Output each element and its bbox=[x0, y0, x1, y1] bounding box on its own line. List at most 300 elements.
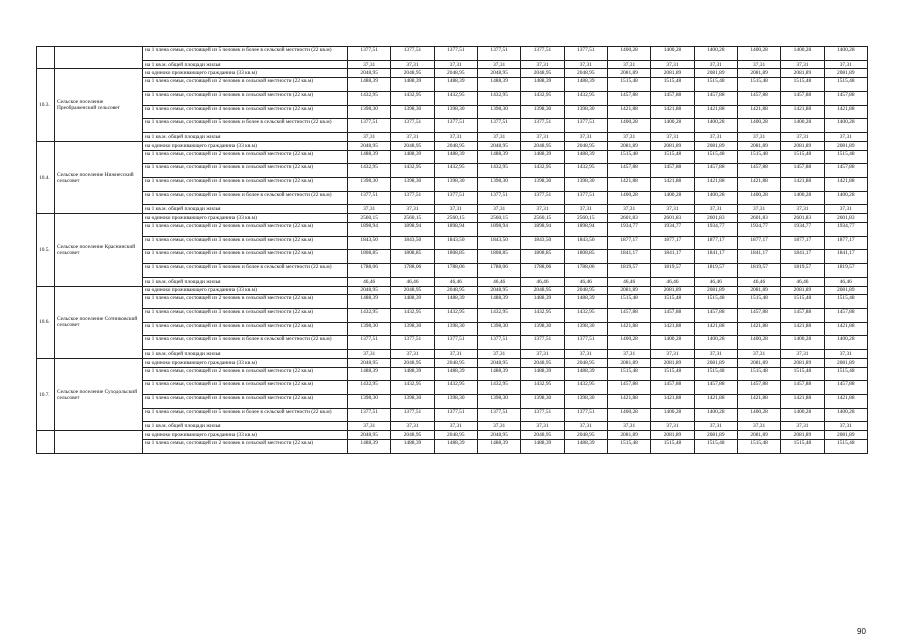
value-cell: 1515,48 bbox=[694, 78, 737, 92]
value-cell: 1808,85 bbox=[348, 250, 391, 264]
value-cell: 1934,77 bbox=[651, 222, 694, 236]
value-cell: 1515,48 bbox=[607, 150, 650, 164]
value-cell: 1398,30 bbox=[521, 178, 564, 192]
row-label: на 1 члена семьи, состоящей из 5 человек и более в сельской местности (22 кв.м) bbox=[143, 336, 348, 350]
value-cell: 1432,95 bbox=[477, 91, 520, 105]
value-cell: 1421,88 bbox=[781, 178, 824, 192]
value-cell: 37,31 bbox=[521, 350, 564, 359]
value-cell: 1515,48 bbox=[824, 440, 867, 454]
value-cell: 37,31 bbox=[348, 133, 391, 142]
value-cell: 37,31 bbox=[564, 422, 607, 431]
value-cell: 37,31 bbox=[824, 60, 867, 69]
value-cell: 46,46 bbox=[781, 277, 824, 286]
row-label: на 1 члена семьи, состоящей из 4 человек в сельской местности (22 кв.м) bbox=[143, 178, 348, 192]
value-cell: 1515,48 bbox=[781, 78, 824, 92]
value-cell: 2081,89 bbox=[607, 286, 650, 295]
value-cell: 1515,48 bbox=[824, 78, 867, 92]
value-cell: 1877,17 bbox=[607, 236, 650, 250]
settlement-name bbox=[55, 431, 143, 453]
value-cell: 37,31 bbox=[781, 422, 824, 431]
value-cell: 1788,06 bbox=[521, 264, 564, 278]
value-cell: 2048,95 bbox=[434, 286, 477, 295]
value-cell: 2048,95 bbox=[521, 69, 564, 78]
value-cell: 1457,88 bbox=[651, 164, 694, 178]
value-cell: 1377,51 bbox=[564, 47, 607, 61]
value-cell: 1432,95 bbox=[348, 381, 391, 395]
value-cell: 2081,89 bbox=[737, 286, 780, 295]
value-cell: 37,31 bbox=[391, 205, 434, 214]
value-cell: 1432,95 bbox=[521, 91, 564, 105]
value-cell: 1421,88 bbox=[694, 395, 737, 409]
value-cell: 1398,30 bbox=[391, 395, 434, 409]
value-cell: 1377,51 bbox=[521, 336, 564, 350]
value-cell: 1421,88 bbox=[651, 105, 694, 119]
row-label: на 1 члена семьи, состоящей из 4 человек в сельской местности (22 кв.м) bbox=[143, 395, 348, 409]
value-cell: 1432,95 bbox=[434, 164, 477, 178]
value-cell: 1400,28 bbox=[824, 47, 867, 61]
value-cell: 1488,39 bbox=[564, 367, 607, 381]
row-label: на 1 кв.м. общей площади жилья bbox=[143, 60, 348, 69]
value-cell: 1843,50 bbox=[348, 236, 391, 250]
value-cell: 1457,88 bbox=[694, 381, 737, 395]
value-cell: 1398,30 bbox=[391, 322, 434, 336]
value-cell: 1488,39 bbox=[477, 78, 520, 92]
value-cell: 1457,88 bbox=[607, 381, 650, 395]
value-cell: 1457,88 bbox=[824, 164, 867, 178]
value-cell: 2048,95 bbox=[564, 141, 607, 150]
value-cell: 37,31 bbox=[824, 350, 867, 359]
value-cell: 1488,39 bbox=[391, 78, 434, 92]
row-label: на 1 члена семьи, состоящей из 2 человек в сельской местности (22 кв.м) bbox=[143, 295, 348, 309]
settlement-name: Сельское поселение Преображенский сельсовет bbox=[55, 69, 143, 141]
value-cell: 1377,51 bbox=[477, 119, 520, 133]
value-cell: 1898,94 bbox=[391, 222, 434, 236]
value-cell: 1934,77 bbox=[781, 222, 824, 236]
value-cell: 1432,95 bbox=[477, 164, 520, 178]
value-cell: 1515,48 bbox=[607, 440, 650, 454]
row-label: на 1 кв.м. общей площади жилья bbox=[143, 350, 348, 359]
value-cell: 1377,51 bbox=[477, 191, 520, 205]
row-label: на одиноко проживающего гражданина (33 кв.м) bbox=[143, 431, 348, 440]
value-cell: 2560,15 bbox=[434, 214, 477, 223]
value-cell: 1488,39 bbox=[477, 367, 520, 381]
value-cell: 1421,88 bbox=[651, 178, 694, 192]
value-cell: 1934,77 bbox=[607, 222, 650, 236]
value-cell: 1400,28 bbox=[694, 119, 737, 133]
value-cell: 37,31 bbox=[781, 350, 824, 359]
value-cell: 2081,89 bbox=[737, 358, 780, 367]
value-cell: 2081,89 bbox=[824, 431, 867, 440]
table-row bbox=[37, 133, 868, 142]
group-number bbox=[37, 47, 55, 69]
value-cell: 2048,95 bbox=[348, 358, 391, 367]
table-row bbox=[37, 164, 868, 178]
value-cell: 1788,06 bbox=[391, 264, 434, 278]
value-cell: 37,31 bbox=[391, 60, 434, 69]
value-cell: 1819,57 bbox=[607, 264, 650, 278]
value-cell: 1877,17 bbox=[694, 236, 737, 250]
row-label: на одиноко проживающего гражданина (33 кв.м) bbox=[143, 358, 348, 367]
value-cell: 37,31 bbox=[348, 205, 391, 214]
value-cell: 46,46 bbox=[391, 277, 434, 286]
value-cell: 46,46 bbox=[434, 277, 477, 286]
settlement-name: Сельское поселение Нижнесский сельсовет bbox=[55, 141, 143, 213]
value-cell: 1400,28 bbox=[781, 336, 824, 350]
value-cell: 2560,15 bbox=[564, 214, 607, 223]
value-cell: 1377,51 bbox=[521, 119, 564, 133]
value-cell: 37,31 bbox=[477, 133, 520, 142]
value-cell: 1843,50 bbox=[434, 236, 477, 250]
table-row bbox=[37, 236, 868, 250]
value-cell: 1377,51 bbox=[391, 119, 434, 133]
value-cell: 2048,95 bbox=[564, 69, 607, 78]
value-cell: 1488,39 bbox=[564, 78, 607, 92]
value-cell: 1377,51 bbox=[348, 47, 391, 61]
table-row bbox=[37, 141, 868, 150]
value-cell: 1515,48 bbox=[781, 150, 824, 164]
value-cell: 2048,95 bbox=[477, 431, 520, 440]
value-cell: 37,31 bbox=[348, 350, 391, 359]
value-cell: 2601,83 bbox=[737, 214, 780, 223]
value-cell: 1457,88 bbox=[781, 91, 824, 105]
value-cell: 1398,30 bbox=[477, 322, 520, 336]
value-cell: 37,31 bbox=[521, 205, 564, 214]
value-cell: 1841,17 bbox=[737, 250, 780, 264]
value-cell: 1488,39 bbox=[434, 440, 477, 454]
value-cell: 2048,95 bbox=[391, 141, 434, 150]
value-cell: 1457,88 bbox=[694, 309, 737, 323]
value-cell: 37,31 bbox=[607, 205, 650, 214]
value-cell: 1432,95 bbox=[391, 164, 434, 178]
row-label: на 1 кв.м. общей площади жилья bbox=[143, 205, 348, 214]
value-cell: 1400,28 bbox=[651, 191, 694, 205]
value-cell: 1400,28 bbox=[737, 191, 780, 205]
value-cell: 1377,51 bbox=[564, 408, 607, 422]
group-number: 10.3. bbox=[37, 69, 55, 141]
value-cell: 1488,39 bbox=[434, 295, 477, 309]
value-cell: 1488,39 bbox=[391, 367, 434, 381]
value-cell: 1488,39 bbox=[521, 440, 564, 454]
value-cell: 2560,15 bbox=[391, 214, 434, 223]
value-cell: 1432,95 bbox=[521, 381, 564, 395]
row-label: на 1 кв.м. общей площади жилья bbox=[143, 422, 348, 431]
value-cell: 1398,30 bbox=[434, 395, 477, 409]
value-cell: 1432,95 bbox=[348, 309, 391, 323]
row-label: на 1 члена семьи, состоящей из 5 человек и более в сельской местности (22 кв.м) bbox=[143, 408, 348, 422]
value-cell: 1515,48 bbox=[824, 367, 867, 381]
value-cell: 2081,89 bbox=[781, 141, 824, 150]
table-row bbox=[37, 250, 868, 264]
value-cell: 2081,89 bbox=[607, 358, 650, 367]
value-cell: 2048,95 bbox=[521, 358, 564, 367]
table-row bbox=[37, 336, 868, 350]
value-cell: 2048,95 bbox=[348, 431, 391, 440]
value-cell: 1421,88 bbox=[607, 395, 650, 409]
value-cell: 1877,17 bbox=[651, 236, 694, 250]
value-cell: 1898,94 bbox=[348, 222, 391, 236]
value-cell: 1898,94 bbox=[521, 222, 564, 236]
value-cell: 1488,39 bbox=[348, 150, 391, 164]
value-cell: 1515,48 bbox=[694, 150, 737, 164]
value-cell: 1421,88 bbox=[824, 105, 867, 119]
value-cell: 37,31 bbox=[824, 133, 867, 142]
value-cell: 37,31 bbox=[781, 60, 824, 69]
value-cell: 1398,30 bbox=[521, 395, 564, 409]
value-cell: 1432,95 bbox=[434, 381, 477, 395]
table-row bbox=[37, 264, 868, 278]
value-cell: 1488,39 bbox=[434, 367, 477, 381]
value-cell: 2560,15 bbox=[348, 214, 391, 223]
value-cell: 1515,48 bbox=[607, 78, 650, 92]
value-cell: 1398,30 bbox=[434, 322, 477, 336]
value-cell: 37,31 bbox=[434, 422, 477, 431]
value-cell: 1377,51 bbox=[391, 408, 434, 422]
value-cell: 1432,95 bbox=[391, 309, 434, 323]
value-cell: 1488,39 bbox=[521, 295, 564, 309]
value-cell: 1488,39 bbox=[564, 440, 607, 454]
value-cell: 37,31 bbox=[564, 350, 607, 359]
value-cell: 1377,51 bbox=[477, 408, 520, 422]
value-cell: 2048,95 bbox=[434, 141, 477, 150]
value-cell: 1934,77 bbox=[737, 222, 780, 236]
value-cell: 1488,39 bbox=[348, 440, 391, 454]
group-number: 10.5. bbox=[37, 214, 55, 286]
value-cell: 1377,51 bbox=[521, 47, 564, 61]
value-cell: 1421,88 bbox=[737, 105, 780, 119]
value-cell: 1400,28 bbox=[824, 191, 867, 205]
value-cell: 2048,95 bbox=[434, 69, 477, 78]
value-cell: 1398,30 bbox=[564, 105, 607, 119]
value-cell: 2048,95 bbox=[348, 69, 391, 78]
row-label: на 1 члена семьи, состоящей из 5 человек и более в сельской местности (22 кв.м) bbox=[143, 191, 348, 205]
value-cell: 1488,39 bbox=[348, 78, 391, 92]
table-row bbox=[37, 60, 868, 69]
value-cell: 37,31 bbox=[434, 350, 477, 359]
tariff-table bbox=[36, 46, 868, 454]
value-cell: 1515,48 bbox=[651, 440, 694, 454]
page-number: 90 bbox=[857, 627, 866, 636]
value-cell: 37,31 bbox=[564, 60, 607, 69]
row-label: на одиноко проживающего гражданина (33 кв.м) bbox=[143, 214, 348, 223]
row-label: на одиноко проживающего гражданина (33 кв.м) bbox=[143, 286, 348, 295]
value-cell: 1808,85 bbox=[477, 250, 520, 264]
value-cell: 1398,30 bbox=[348, 322, 391, 336]
value-cell: 1432,95 bbox=[477, 381, 520, 395]
value-cell: 1432,95 bbox=[564, 91, 607, 105]
value-cell: 1515,48 bbox=[824, 295, 867, 309]
value-cell: 37,31 bbox=[434, 133, 477, 142]
value-cell: 1877,17 bbox=[781, 236, 824, 250]
table-row bbox=[37, 350, 868, 359]
value-cell: 1488,39 bbox=[391, 295, 434, 309]
value-cell: 2081,89 bbox=[781, 431, 824, 440]
table-row bbox=[37, 47, 868, 61]
value-cell: 37,31 bbox=[694, 60, 737, 69]
value-cell: 1400,28 bbox=[651, 408, 694, 422]
value-cell: 1398,30 bbox=[391, 178, 434, 192]
value-cell: 2560,15 bbox=[521, 214, 564, 223]
value-cell: 1377,51 bbox=[521, 191, 564, 205]
row-label: на 1 члена семьи, состоящей из 2 человек в сельской местности (22 кв.м) bbox=[143, 440, 348, 454]
value-cell: 1400,28 bbox=[737, 47, 780, 61]
table-body bbox=[37, 47, 868, 454]
table-row bbox=[37, 277, 868, 286]
value-cell: 1421,88 bbox=[651, 322, 694, 336]
value-cell: 1488,39 bbox=[391, 150, 434, 164]
value-cell: 1421,88 bbox=[824, 178, 867, 192]
value-cell: 46,46 bbox=[694, 277, 737, 286]
table-row bbox=[37, 408, 868, 422]
table-row bbox=[37, 91, 868, 105]
value-cell: 1400,28 bbox=[694, 191, 737, 205]
value-cell: 1457,88 bbox=[607, 309, 650, 323]
value-cell: 1421,88 bbox=[824, 322, 867, 336]
value-cell: 2081,89 bbox=[651, 141, 694, 150]
value-cell: 1457,88 bbox=[651, 381, 694, 395]
value-cell: 1421,88 bbox=[737, 178, 780, 192]
value-cell: 37,31 bbox=[694, 205, 737, 214]
value-cell: 2048,95 bbox=[477, 141, 520, 150]
value-cell: 1421,88 bbox=[781, 322, 824, 336]
value-cell: 2601,83 bbox=[824, 214, 867, 223]
value-cell: 1841,17 bbox=[781, 250, 824, 264]
value-cell: 46,46 bbox=[477, 277, 520, 286]
value-cell: 1398,30 bbox=[477, 395, 520, 409]
table-row bbox=[37, 295, 868, 309]
value-cell: 1488,39 bbox=[391, 440, 434, 454]
value-cell: 1515,48 bbox=[737, 78, 780, 92]
value-cell: 1788,06 bbox=[434, 264, 477, 278]
value-cell: 2048,95 bbox=[477, 69, 520, 78]
table-row bbox=[37, 440, 868, 454]
table-row bbox=[37, 78, 868, 92]
value-cell: 1398,30 bbox=[348, 178, 391, 192]
table-row bbox=[37, 191, 868, 205]
value-cell: 2081,89 bbox=[651, 431, 694, 440]
value-cell: 1515,48 bbox=[824, 150, 867, 164]
group-number: 10.4. bbox=[37, 141, 55, 213]
value-cell: 37,31 bbox=[521, 60, 564, 69]
value-cell: 37,31 bbox=[521, 133, 564, 142]
value-cell: 1421,88 bbox=[737, 322, 780, 336]
value-cell: 1421,88 bbox=[607, 178, 650, 192]
row-label: на 1 члена семьи, состоящей из 4 человек в сельской местности (22 кв.м) bbox=[143, 105, 348, 119]
value-cell: 1843,50 bbox=[391, 236, 434, 250]
value-cell: 1515,48 bbox=[781, 367, 824, 381]
value-cell: 1377,51 bbox=[348, 191, 391, 205]
value-cell: 1898,94 bbox=[564, 222, 607, 236]
value-cell: 1934,77 bbox=[824, 222, 867, 236]
value-cell: 1377,51 bbox=[434, 408, 477, 422]
value-cell: 1400,28 bbox=[607, 119, 650, 133]
value-cell: 1515,48 bbox=[737, 367, 780, 381]
row-label: на 1 члена семьи, состоящей из 4 человек в сельской местности (22 кв.м) bbox=[143, 250, 348, 264]
value-cell: 1819,57 bbox=[737, 264, 780, 278]
row-label: на 1 кв.м. общей площади жилья bbox=[143, 277, 348, 286]
table-row bbox=[37, 205, 868, 214]
value-cell: 2081,89 bbox=[607, 431, 650, 440]
value-cell: 2601,83 bbox=[694, 214, 737, 223]
value-cell: 37,31 bbox=[564, 205, 607, 214]
value-cell: 1432,95 bbox=[391, 381, 434, 395]
value-cell: 1398,30 bbox=[391, 105, 434, 119]
table-row bbox=[37, 367, 868, 381]
value-cell: 1819,57 bbox=[781, 264, 824, 278]
value-cell: 1398,30 bbox=[477, 178, 520, 192]
table-row bbox=[37, 422, 868, 431]
value-cell: 37,31 bbox=[694, 422, 737, 431]
value-cell: 1788,06 bbox=[348, 264, 391, 278]
value-cell: 1421,88 bbox=[607, 105, 650, 119]
value-cell: 1421,88 bbox=[651, 395, 694, 409]
value-cell: 37,31 bbox=[824, 205, 867, 214]
value-cell: 37,31 bbox=[391, 133, 434, 142]
value-cell: 1400,28 bbox=[781, 119, 824, 133]
value-cell: 2048,95 bbox=[477, 358, 520, 367]
value-cell: 1877,17 bbox=[824, 236, 867, 250]
table-row bbox=[37, 358, 868, 367]
table-row bbox=[37, 69, 868, 78]
value-cell: 1377,51 bbox=[434, 336, 477, 350]
value-cell: 1377,51 bbox=[391, 336, 434, 350]
value-cell: 2048,95 bbox=[348, 286, 391, 295]
value-cell: 1877,17 bbox=[737, 236, 780, 250]
value-cell: 1819,57 bbox=[694, 264, 737, 278]
value-cell: 1377,51 bbox=[521, 408, 564, 422]
value-cell: 46,46 bbox=[521, 277, 564, 286]
value-cell: 1398,30 bbox=[521, 322, 564, 336]
row-label: на 1 члена семьи, состоящей из 5 человек и более в сельской местности (22 кв.м) bbox=[143, 264, 348, 278]
value-cell: 37,31 bbox=[477, 60, 520, 69]
value-cell: 37,31 bbox=[348, 422, 391, 431]
value-cell: 1515,48 bbox=[607, 367, 650, 381]
value-cell: 1488,39 bbox=[477, 295, 520, 309]
value-cell: 37,31 bbox=[391, 350, 434, 359]
table-row bbox=[37, 105, 868, 119]
value-cell: 1400,28 bbox=[737, 408, 780, 422]
value-cell: 37,31 bbox=[521, 422, 564, 431]
group-number: 10.6. bbox=[37, 286, 55, 358]
value-cell: 1377,51 bbox=[348, 336, 391, 350]
value-cell: 1843,50 bbox=[521, 236, 564, 250]
table-row bbox=[37, 309, 868, 323]
value-cell: 2081,89 bbox=[694, 358, 737, 367]
value-cell: 1432,95 bbox=[564, 381, 607, 395]
value-cell: 1400,28 bbox=[607, 408, 650, 422]
value-cell: 1515,48 bbox=[694, 295, 737, 309]
settlement-name: Сельское поселение Суходольский сельсовет bbox=[55, 358, 143, 430]
value-cell: 2048,95 bbox=[391, 286, 434, 295]
settlement-name: Сельское поселение Сотниковский сельсовет bbox=[55, 286, 143, 358]
value-cell: 1515,48 bbox=[737, 150, 780, 164]
value-cell: 1488,39 bbox=[521, 78, 564, 92]
value-cell: 1457,88 bbox=[737, 309, 780, 323]
table-row bbox=[37, 431, 868, 440]
value-cell: 2081,89 bbox=[824, 286, 867, 295]
value-cell: 1400,28 bbox=[694, 336, 737, 350]
row-label: на 1 члена семьи, состоящей из 3 человек в сельской местности (22 кв.м) bbox=[143, 164, 348, 178]
value-cell: 2081,89 bbox=[781, 286, 824, 295]
value-cell: 2081,89 bbox=[607, 141, 650, 150]
value-cell: 1934,77 bbox=[694, 222, 737, 236]
value-cell: 1400,28 bbox=[781, 408, 824, 422]
value-cell: 2048,95 bbox=[477, 286, 520, 295]
value-cell: 1398,30 bbox=[564, 395, 607, 409]
value-cell: 1400,28 bbox=[824, 336, 867, 350]
value-cell: 1421,88 bbox=[781, 395, 824, 409]
table-row bbox=[37, 381, 868, 395]
value-cell: 1377,51 bbox=[434, 119, 477, 133]
